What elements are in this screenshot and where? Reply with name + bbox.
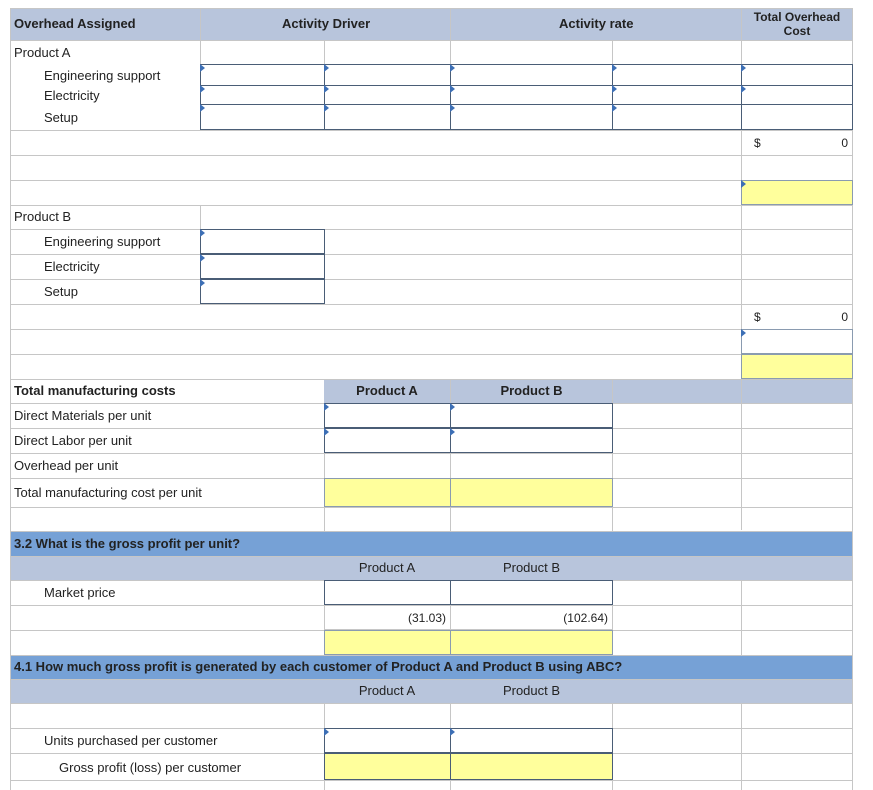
market-price-product-a-input[interactable] bbox=[324, 580, 451, 605]
product-b-total-value: 0 bbox=[841, 310, 848, 324]
total-cost-product-a-input[interactable] bbox=[324, 478, 451, 507]
overhead-assigned-header: Overhead Assigned bbox=[14, 16, 136, 31]
manufacturing-row-label: Direct Materials per unit bbox=[14, 408, 152, 423]
units-purchased-product-b-input[interactable] bbox=[450, 728, 613, 753]
gross-profit-col-b: Product B bbox=[502, 560, 561, 575]
activity-rate-unit-input[interactable] bbox=[612, 104, 742, 130]
direct-materials-product-a-input[interactable] bbox=[324, 403, 451, 428]
activity-driver-input[interactable] bbox=[200, 279, 325, 304]
customer-profit-col-b: Product B bbox=[502, 683, 561, 698]
activity-rate-unit-input[interactable] bbox=[612, 64, 742, 86]
product-a-row-label: Engineering support bbox=[44, 68, 161, 83]
gross-profit-product-b-value: (102.64) bbox=[563, 610, 608, 625]
total-cost-product-b-input[interactable] bbox=[450, 478, 613, 507]
customer-profit-question: 4.1 How much gross profit is generated by each customer of Product A and Product B using ABC? bbox=[14, 659, 623, 674]
activity-driver-unit-input[interactable] bbox=[324, 85, 451, 105]
customer-profit-col-a: Product A bbox=[358, 683, 416, 698]
activity-rate-input[interactable] bbox=[450, 64, 613, 86]
activity-driver-unit-input[interactable] bbox=[324, 64, 451, 86]
total-overhead-cost-input[interactable] bbox=[741, 104, 853, 130]
activity-driver-input[interactable] bbox=[200, 229, 325, 254]
total-overhead-cost-input[interactable] bbox=[741, 85, 853, 105]
activity-driver-unit-input[interactable] bbox=[324, 104, 451, 130]
product-b-overhead-per-unit-input[interactable] bbox=[741, 354, 853, 379]
product-a-row-label: Setup bbox=[44, 110, 78, 125]
product-a-total-value: 0 bbox=[841, 136, 848, 150]
product-a-currency: $ bbox=[754, 136, 761, 150]
market-price-product-b-input[interactable] bbox=[450, 580, 613, 605]
activity-driver-input[interactable] bbox=[200, 254, 325, 279]
activity-rate-header: Activity rate bbox=[559, 16, 634, 31]
gross-profit-margin-product-a-input[interactable] bbox=[324, 630, 451, 655]
activity-driver-input[interactable] bbox=[200, 85, 325, 105]
manufacturing-title: Total manufacturing costs bbox=[14, 383, 176, 398]
manufacturing-col-a: Product A bbox=[356, 383, 418, 398]
activity-driver-input[interactable] bbox=[200, 64, 325, 86]
units-purchased-label: Units purchased per customer bbox=[44, 733, 218, 748]
customer-gross-profit-product-a-input[interactable] bbox=[324, 753, 451, 780]
gross-profit-product-b-cell bbox=[450, 605, 613, 630]
product-b-total-units-input[interactable] bbox=[741, 329, 853, 354]
direct-materials-product-b-input[interactable] bbox=[450, 403, 613, 428]
direct-labor-product-b-input[interactable] bbox=[450, 428, 613, 453]
activity-rate-unit-input[interactable] bbox=[612, 85, 742, 105]
total-overhead-cost-line2: Cost bbox=[783, 24, 811, 38]
product-b-row-label: Engineering support bbox=[44, 234, 161, 249]
direct-labor-product-a-input[interactable] bbox=[324, 428, 451, 453]
total-overhead-cost-header bbox=[742, 10, 852, 38]
gross-profit-loss-label: Gross profit (loss) per customer bbox=[59, 760, 242, 775]
manufacturing-row-label: Total manufacturing cost per unit bbox=[14, 485, 202, 500]
gross-profit-col-a: Product A bbox=[358, 560, 416, 575]
units-purchased-product-a-input[interactable] bbox=[324, 728, 451, 753]
gross-profit-question: 3.2 What is the gross profit per unit? bbox=[14, 536, 241, 551]
activity-rate-input[interactable] bbox=[450, 85, 613, 105]
customer-gross-profit-product-b-input[interactable] bbox=[450, 753, 613, 780]
product-b-currency: $ bbox=[754, 310, 761, 324]
manufacturing-row-label: Direct Labor per unit bbox=[14, 433, 132, 448]
header-cell bbox=[742, 380, 852, 403]
product-a-title: Product A bbox=[14, 45, 71, 60]
activity-driver-header: Activity Driver bbox=[282, 16, 371, 31]
product-b-title: Product B bbox=[14, 209, 72, 224]
product-b-row-label: Electricity bbox=[44, 259, 100, 274]
total-overhead-cost-input[interactable] bbox=[741, 64, 853, 86]
header-cell bbox=[613, 380, 741, 403]
product-b-row-label: Setup bbox=[44, 284, 78, 299]
product-a-row-label: Electricity bbox=[44, 88, 100, 103]
gross-profit-product-a-value: (31.03) bbox=[407, 610, 446, 625]
product-a-overhead-per-unit-input[interactable] bbox=[741, 180, 853, 205]
total-overhead-cost-line1: Total Overhead bbox=[753, 10, 841, 24]
activity-rate-input[interactable] bbox=[450, 104, 613, 130]
manufacturing-col-b: Product B bbox=[500, 383, 563, 398]
market-price-label: Market price bbox=[44, 585, 116, 600]
activity-driver-input[interactable] bbox=[200, 104, 325, 130]
manufacturing-row-label: Overhead per unit bbox=[14, 458, 119, 473]
gross-profit-product-a-cell bbox=[324, 605, 451, 630]
gross-profit-margin-product-b-input[interactable] bbox=[450, 630, 613, 655]
